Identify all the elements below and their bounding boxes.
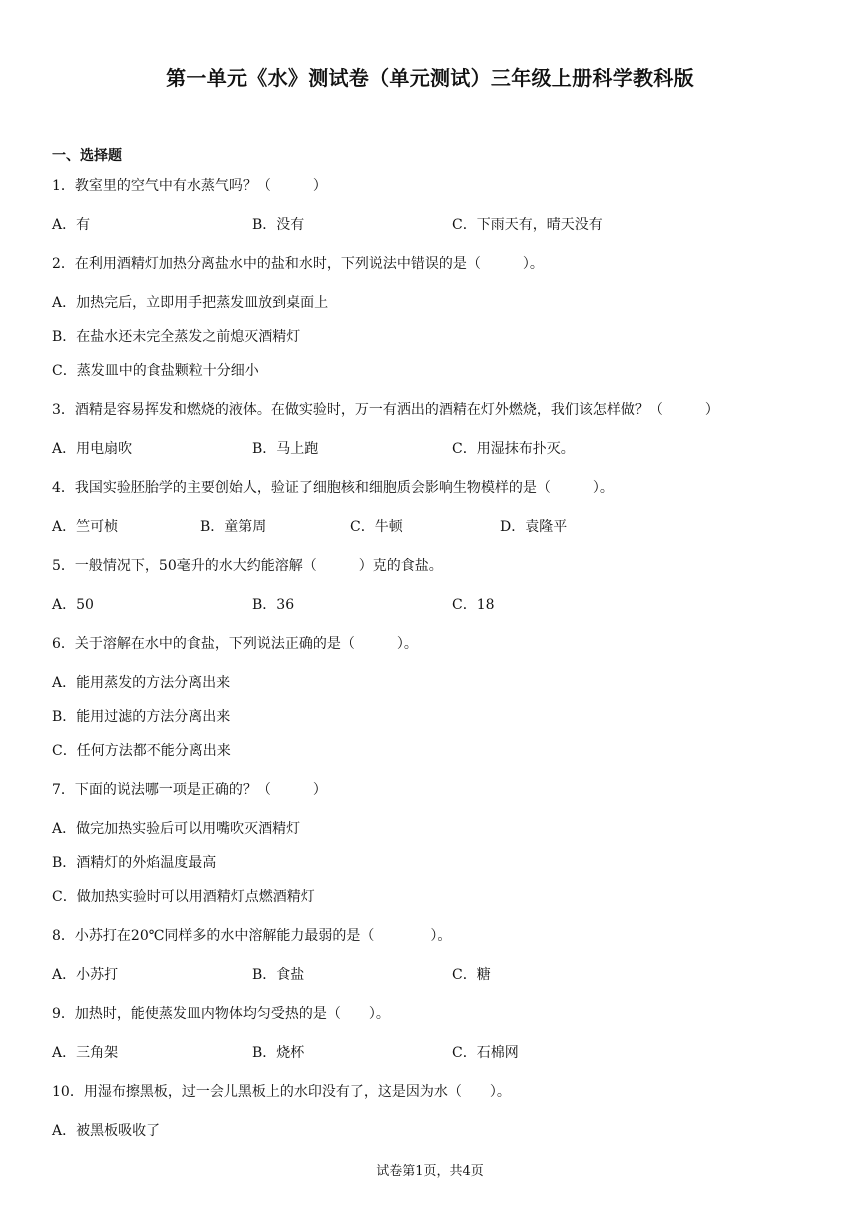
answer-option: A．被黑板吸收了: [52, 1123, 161, 1139]
question-stem: 2．在利用酒精灯加热分离盐水中的盐和水时，下列说法中错误的是（ ）。: [52, 256, 544, 272]
answer-option: B．能用过滤的方法分离出来: [52, 709, 231, 725]
question-stem: 10．用湿布擦黑板，过一会儿黑板上的水印没有了，这是因为水（ ）。: [52, 1084, 511, 1100]
answer-option: C．石棉网: [452, 1045, 519, 1061]
options-row: [52, 439, 812, 459]
answer-option: C．下雨天有，晴天没有: [452, 217, 603, 233]
answer-option: A．能用蒸发的方法分离出来: [52, 675, 231, 691]
answer-option: A．有: [52, 217, 91, 233]
answer-option: A．小苏打: [52, 967, 119, 983]
answer-option: C．做加热实验时可以用酒精灯点燃酒精灯: [52, 889, 315, 905]
answer-option: B．36: [252, 597, 295, 613]
question-stem: 6．关于溶解在水中的食盐，下列说法正确的是（ ）。: [52, 636, 418, 652]
answer-option: B．在盐水还未完全蒸发之前熄灭酒精灯: [52, 329, 301, 345]
options-row: [52, 1043, 812, 1063]
question-stem: 7．下面的说法哪一项是正确的？（ ）: [52, 782, 327, 798]
question-stem: 5．一般情况下，50毫升的水大约能溶解（ ）克的食盐。: [52, 558, 443, 574]
answer-option: A．50: [52, 597, 94, 613]
answer-option: A．用电扇吹: [52, 441, 133, 457]
question-stem: 9．加热时，能使蒸发皿内物体均匀受热的是（ ）。: [52, 1006, 390, 1022]
question-stem: 8．小苏打在20℃同样多的水中溶解能力最弱的是（ ）。: [52, 928, 452, 944]
question-stem: 4．我国实验胚胎学的主要创始人，验证了细胞核和细胞质会影响生物模样的是（ ）。: [52, 480, 614, 496]
question-list: [52, 176, 812, 1160]
question-stem: 1．教室里的空气中有水蒸气吗？（ ）: [52, 178, 327, 194]
answer-option: B．烧杯: [252, 1045, 305, 1061]
options-row: [52, 965, 812, 985]
section-heading: 一、选择题: [52, 148, 122, 164]
answer-option: A．做完加热实验后可以用嘴吹灭酒精灯: [52, 821, 301, 837]
document-title: 第一单元《水》测试卷（单元测试）三年级上册科学教科版: [166, 66, 694, 90]
answer-option: C．任何方法都不能分离出来: [52, 743, 231, 759]
answer-option: C．蒸发皿中的食盐颗粒十分细小: [52, 363, 259, 379]
answer-option: C．糖: [452, 967, 491, 983]
answer-option: C．牛顿: [350, 519, 403, 535]
answer-option: B．酒精灯的外焰温度最高: [52, 855, 217, 871]
options-row: [52, 215, 812, 235]
answer-option: D．袁隆平: [500, 519, 568, 535]
answer-option: B．马上跑: [252, 441, 319, 457]
answer-option: B．食盐: [252, 967, 305, 983]
question-stem: 3．酒精是容易挥发和燃烧的液体。在做实验时，万一有洒出的酒精在灯外燃烧，我们该怎样做？（ ）: [52, 402, 719, 418]
answer-option: A．加热完后，立即用手把蒸发皿放到桌面上: [52, 295, 329, 311]
options-row: [52, 517, 812, 537]
answer-option: A．竺可桢: [52, 519, 119, 535]
options-row: [52, 595, 812, 615]
answer-option: A．三角架: [52, 1045, 119, 1061]
page-footer: 试卷第1页，共4页: [376, 1164, 484, 1179]
answer-option: B．没有: [252, 217, 305, 233]
answer-option: C．18: [452, 597, 495, 613]
answer-option: B．童第周: [200, 519, 267, 535]
answer-option: C．用湿抹布扑灭。: [452, 441, 575, 457]
